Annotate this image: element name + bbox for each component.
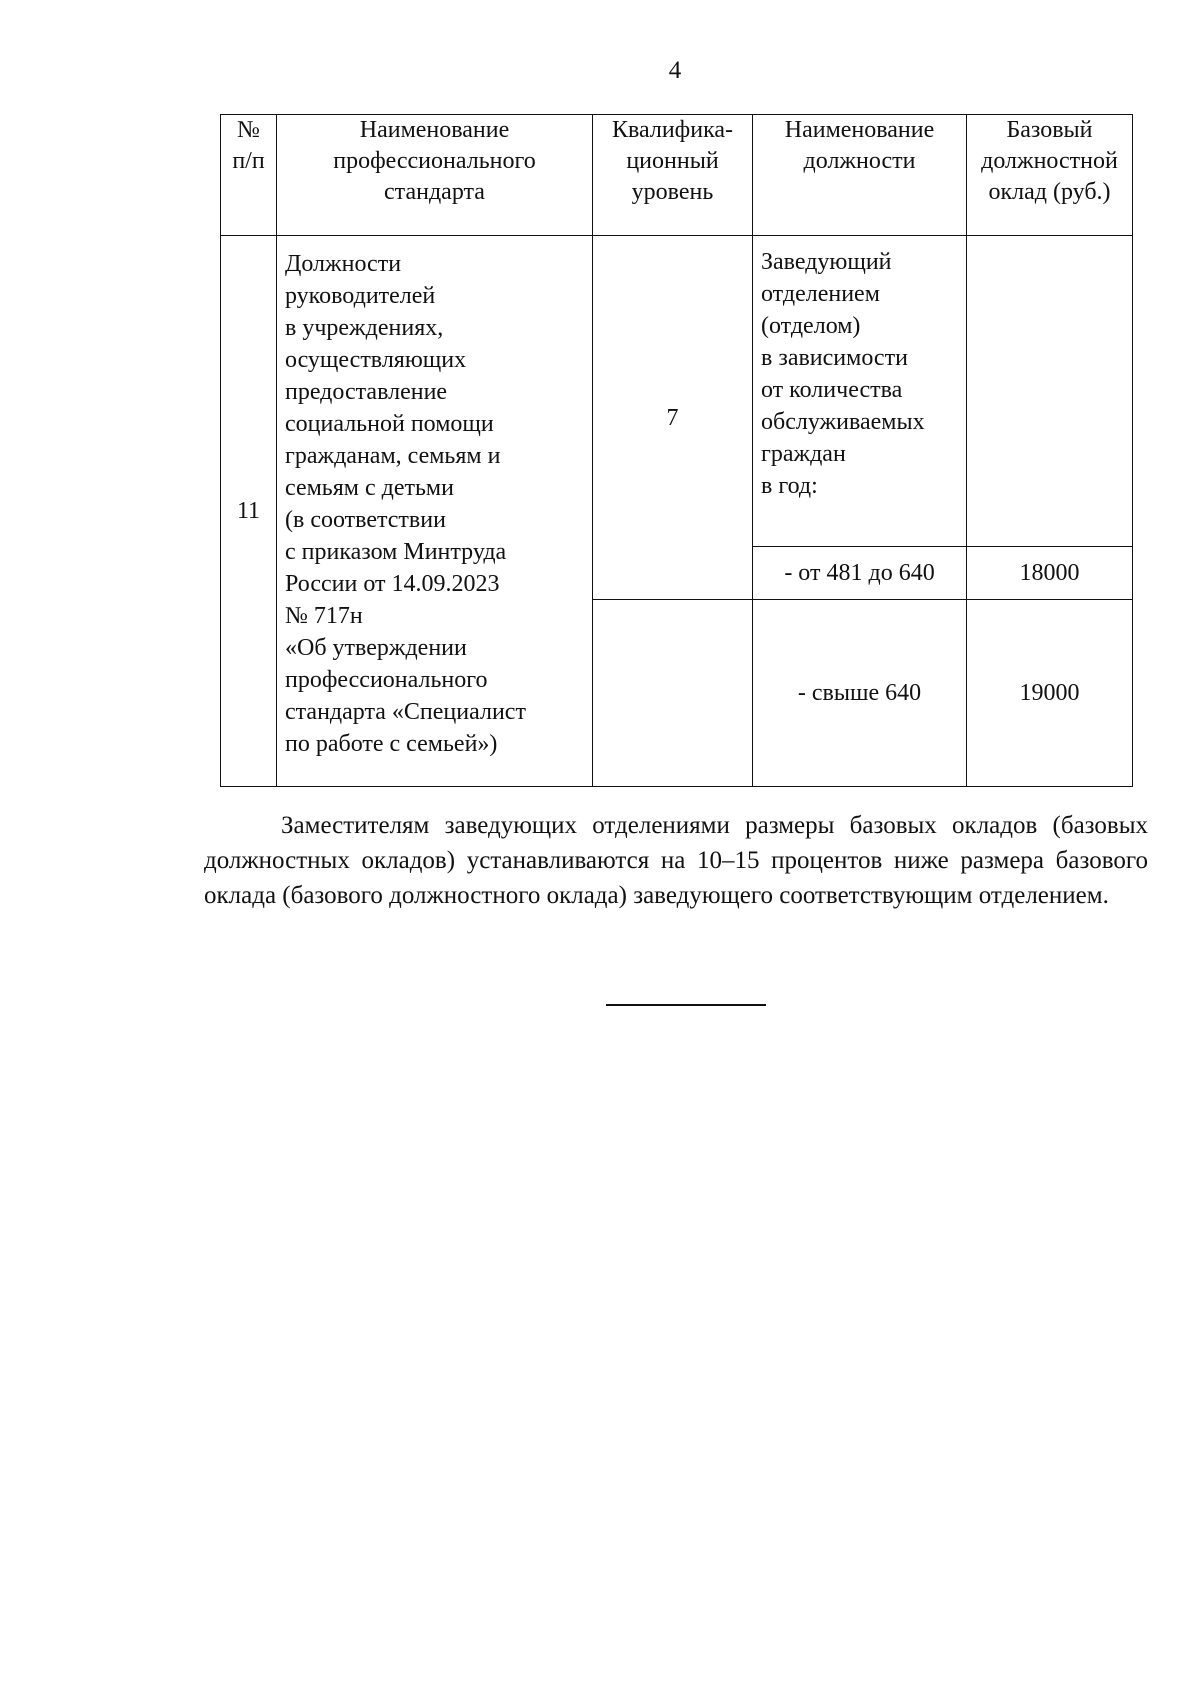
range-cell: - от 481 до 640: [753, 547, 967, 600]
standard-name: Должности руководителей в учреждениях, осуществляющих предоставление социальной помощи гражданам, семьям и семьям с детьми (в соответствии с приказом Минтруда России от 14.09.2023 № 717н «Об утверждении профессионального стандарта «Специалист по работе с семьей»): [277, 236, 593, 787]
header-num: № п/п: [221, 115, 277, 236]
level-empty-cell: [593, 600, 753, 787]
salary-cell: 19000: [967, 600, 1133, 787]
salary-table: [220, 114, 1133, 787]
table-header-row: [221, 115, 1133, 236]
table-row: [221, 236, 1133, 547]
header-standard: Наименование профессионального стандарта: [277, 115, 593, 236]
range-cell: - свыше 640: [753, 600, 967, 787]
salary-empty-cell: [967, 236, 1133, 547]
header-level: Квалифика- ционный уровень: [593, 115, 753, 236]
page-number: 4: [668, 57, 682, 84]
note-paragraph: Заместителям заведующих отделениями размеры базовых окладов (базовых должностных окладов) устанавливаются на 10–15 процентов ниже размера базового оклада (базового должностного оклада) заведующего соответствующим отделением.: [204, 812, 1148, 909]
position-title: Заведующий отделением (отделом) в зависимости от количества обслуживаемых граждан в год:: [753, 236, 967, 547]
salary-cell: 18000: [967, 547, 1133, 600]
end-divider: [606, 1004, 766, 1006]
qualification-level: 7: [593, 236, 753, 600]
row-number: 11: [221, 236, 277, 787]
header-salary: Базовый должностной оклад (руб.): [967, 115, 1133, 236]
header-position: Наименование должности: [753, 115, 967, 236]
